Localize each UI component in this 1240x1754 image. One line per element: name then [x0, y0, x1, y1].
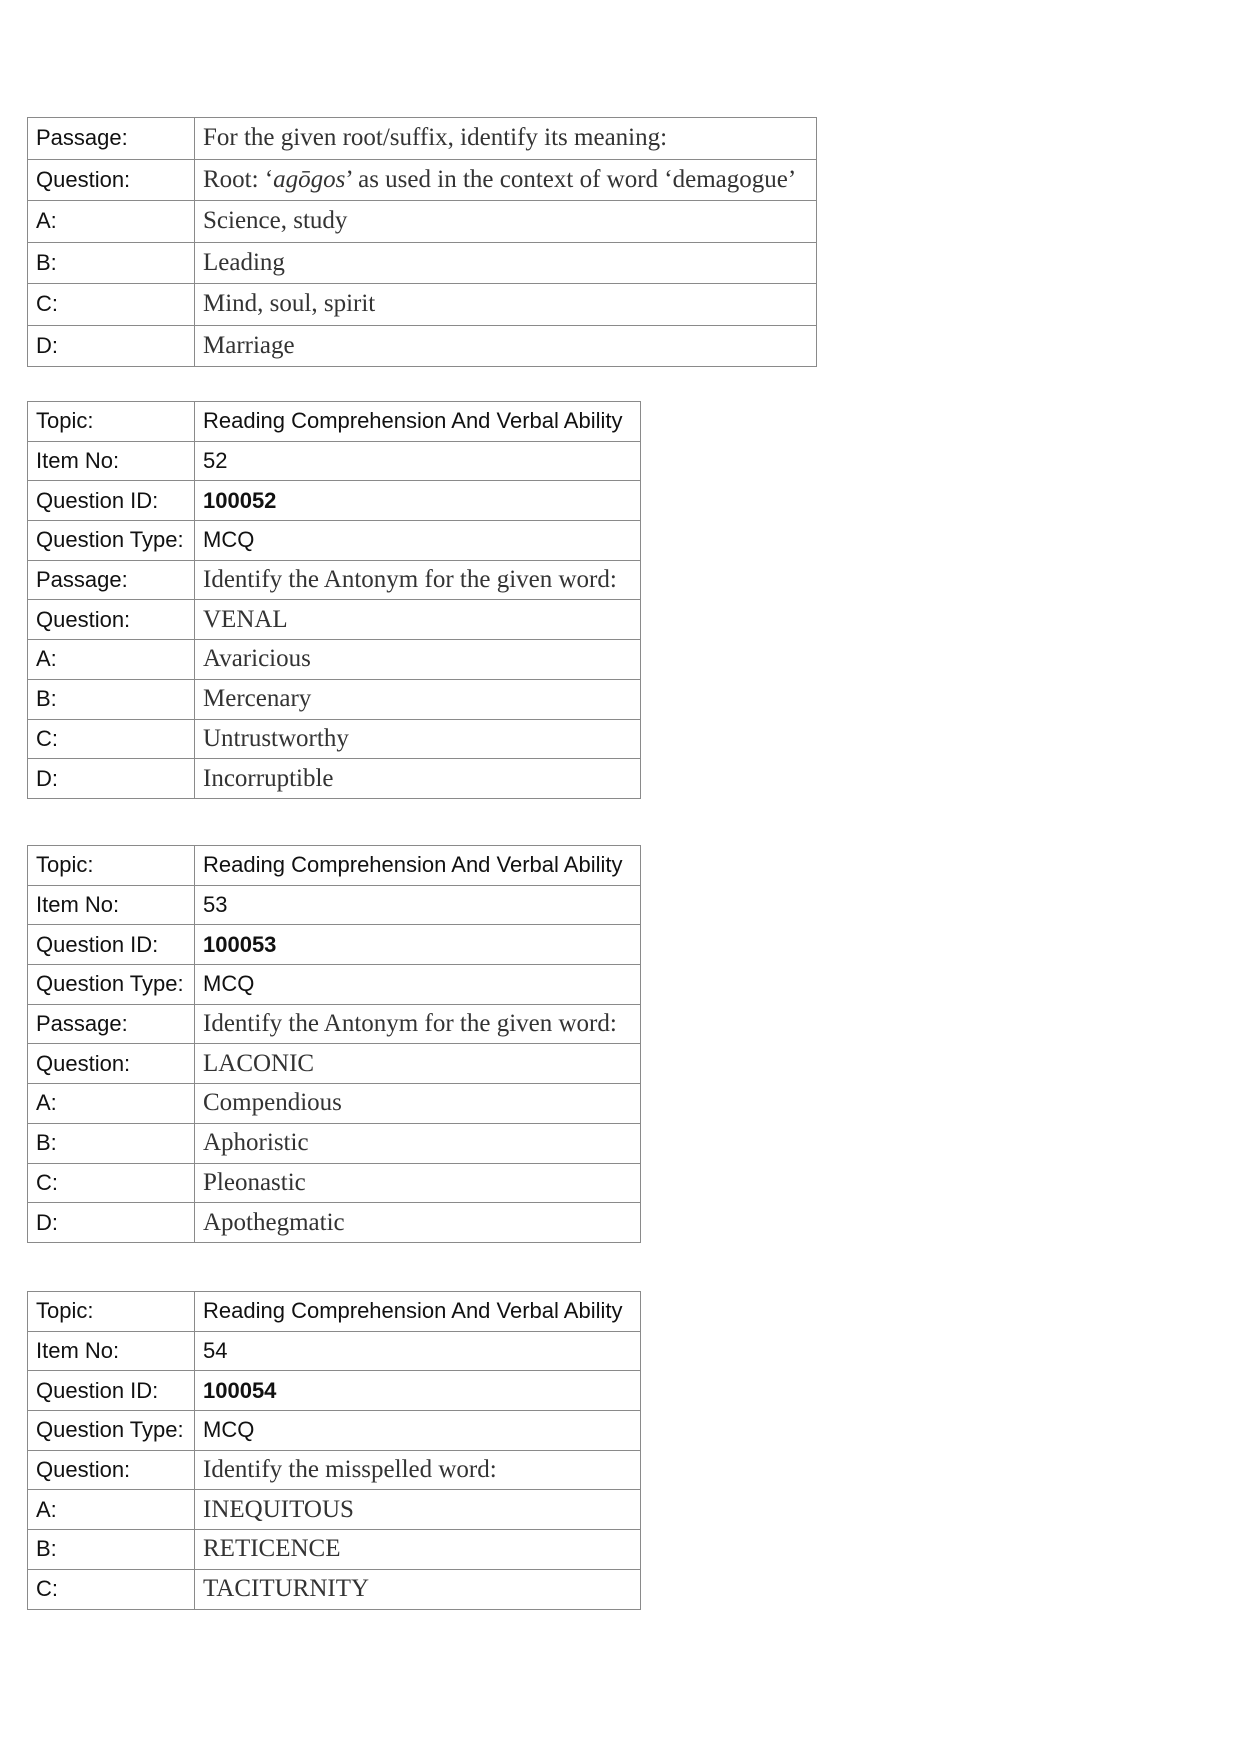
table-row	[28, 1569, 641, 1609]
table-row	[28, 1004, 641, 1044]
option-b-text: Aphoristic	[195, 1123, 641, 1163]
question-table-continued	[27, 117, 817, 367]
table-row	[28, 1331, 641, 1371]
option-a-text: Science, study	[195, 201, 817, 243]
row-label-option-c: C:	[28, 284, 195, 326]
row-label-passage: Passage:	[28, 118, 195, 160]
table-row	[28, 325, 817, 367]
question-text-root: agōgos	[273, 165, 346, 193]
row-label-question-id: Question ID:	[28, 481, 195, 521]
row-label-option-c: C:	[28, 719, 195, 759]
table-row	[28, 846, 641, 886]
table-row	[28, 965, 641, 1005]
row-label-topic: Topic:	[28, 1292, 195, 1332]
row-label-option-a: A:	[28, 1084, 195, 1124]
table-row	[28, 1044, 641, 1084]
row-label-question-type: Question Type:	[28, 965, 195, 1005]
row-label-question-id: Question ID:	[28, 1371, 195, 1411]
table-row	[28, 1530, 641, 1570]
question-type-value: MCQ	[195, 1411, 641, 1451]
row-label-option-c: C:	[28, 1163, 195, 1203]
option-d-text: Marriage	[195, 325, 817, 367]
table-row	[28, 441, 641, 481]
table-row	[28, 1371, 641, 1411]
table-row	[28, 159, 817, 201]
row-label-question-type: Question Type:	[28, 521, 195, 561]
passage-text: Identify the Antonym for the given word:	[195, 560, 641, 600]
option-d-text: Incorruptible	[195, 759, 641, 799]
passage-text: Identify the Antonym for the given word:	[195, 1004, 641, 1044]
question-text: LACONIC	[195, 1044, 641, 1084]
table-row	[28, 284, 817, 326]
option-b-text: RETICENCE	[195, 1530, 641, 1570]
row-label-passage: Passage:	[28, 1004, 195, 1044]
table-row	[28, 242, 817, 284]
option-c-text: Mind, soul, spirit	[195, 284, 817, 326]
question-text	[195, 159, 817, 201]
row-label-option-a: A:	[28, 640, 195, 680]
option-a-text: Compendious	[195, 1084, 641, 1124]
question-id-value: 100053	[195, 925, 641, 965]
table-row	[28, 1123, 641, 1163]
row-label-option-c: C:	[28, 1569, 195, 1609]
option-b-text: Mercenary	[195, 679, 641, 719]
row-label-option-d: D:	[28, 325, 195, 367]
question-id-value: 100052	[195, 481, 641, 521]
row-label-option-d: D:	[28, 759, 195, 799]
table-row	[28, 118, 817, 160]
row-label-question-type: Question Type:	[28, 1411, 195, 1451]
table-row	[28, 640, 641, 680]
row-label-question: Question:	[28, 1044, 195, 1084]
item-no-value: 52	[195, 441, 641, 481]
row-label-item-no: Item No:	[28, 1331, 195, 1371]
option-c-text: Untrustworthy	[195, 719, 641, 759]
question-text-pre: Root: ‘	[203, 165, 274, 193]
table-row	[28, 1490, 641, 1530]
option-c-text: TACITURNITY	[195, 1569, 641, 1609]
table-row	[28, 925, 641, 965]
table-row	[28, 402, 641, 442]
option-a-text: Avaricious	[195, 640, 641, 680]
row-label-option-d: D:	[28, 1203, 195, 1243]
row-label-question: Question:	[28, 1450, 195, 1490]
row-label-topic: Topic:	[28, 846, 195, 886]
table-row	[28, 560, 641, 600]
topic-value: Reading Comprehension And Verbal Ability	[195, 846, 641, 886]
question-table-item-52	[27, 401, 641, 799]
row-label-topic: Topic:	[28, 402, 195, 442]
table-row	[28, 521, 641, 561]
table-row	[28, 1084, 641, 1124]
table-row	[28, 201, 817, 243]
row-label-question-id: Question ID:	[28, 925, 195, 965]
table-row	[28, 719, 641, 759]
table-row	[28, 600, 641, 640]
question-table-item-53	[27, 845, 641, 1243]
table-row	[28, 1411, 641, 1451]
option-c-text: Pleonastic	[195, 1163, 641, 1203]
topic-value: Reading Comprehension And Verbal Ability	[195, 1292, 641, 1332]
table-row	[28, 1450, 641, 1490]
question-type-value: MCQ	[195, 521, 641, 561]
question-id-value: 100054	[195, 1371, 641, 1411]
row-label-option-b: B:	[28, 1530, 195, 1570]
passage-text: For the given root/suffix, identify its meaning:	[195, 118, 817, 160]
row-label-option-a: A:	[28, 201, 195, 243]
row-label-item-no: Item No:	[28, 885, 195, 925]
row-label-passage: Passage:	[28, 560, 195, 600]
table-row	[28, 1203, 641, 1243]
table-row	[28, 1163, 641, 1203]
row-label-item-no: Item No:	[28, 441, 195, 481]
row-label-option-b: B:	[28, 1123, 195, 1163]
option-a-text: INEQUITOUS	[195, 1490, 641, 1530]
row-label-option-a: A:	[28, 1490, 195, 1530]
row-label-option-b: B:	[28, 679, 195, 719]
topic-value: Reading Comprehension And Verbal Ability	[195, 402, 641, 442]
table-row	[28, 1292, 641, 1332]
question-text-post: ’ as used in the context of word ‘demagogue’	[345, 165, 797, 193]
table-row	[28, 481, 641, 521]
row-label-question: Question:	[28, 600, 195, 640]
option-b-text: Leading	[195, 242, 817, 284]
option-d-text: Apothegmatic	[195, 1203, 641, 1243]
item-no-value: 53	[195, 885, 641, 925]
row-label-option-b: B:	[28, 242, 195, 284]
row-label-question: Question:	[28, 159, 195, 201]
table-row	[28, 679, 641, 719]
question-text: Identify the misspelled word:	[195, 1450, 641, 1490]
question-type-value: MCQ	[195, 965, 641, 1005]
table-row	[28, 759, 641, 799]
question-text: VENAL	[195, 600, 641, 640]
item-no-value: 54	[195, 1331, 641, 1371]
question-table-item-54	[27, 1291, 641, 1610]
table-row	[28, 885, 641, 925]
